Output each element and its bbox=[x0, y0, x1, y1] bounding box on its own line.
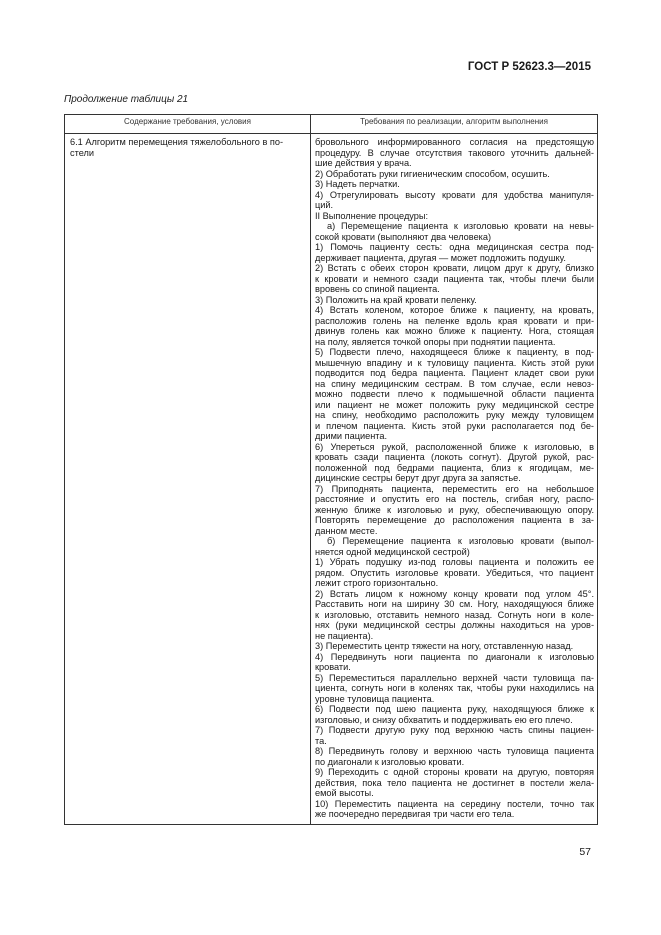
requirements-cell bbox=[311, 134, 598, 825]
requirement-line: и плечом пациента. Кисть этой руки располагается под бе- bbox=[315, 420, 594, 431]
requirement-line: на спину, необходимо расположить руку между туловищем bbox=[315, 410, 594, 420]
requirement-line: 3) Положить на край кровати пеленку. bbox=[315, 294, 477, 305]
document-standard-number: ГОСТ Р 52623.3—2015 bbox=[467, 61, 591, 73]
requirement-line: Расставить ноги на ширину 30 см. Ногу, находящуюся ближе bbox=[315, 599, 594, 609]
condition-line: 6.1 Алгоритм перемещения тяжелобольного в по- bbox=[70, 137, 284, 147]
requirement-line: 2) Обработать руки гигиеническим способом, осушить. bbox=[315, 168, 550, 179]
requirement-line: расположив голень на пеленке вдоль края кровати и при- bbox=[315, 315, 594, 326]
requirement-line: вровень со спиной пациента. bbox=[315, 284, 440, 294]
requirement-line: циента, согнуть ноги в коленях так, чтобы руки находились на bbox=[315, 683, 594, 693]
requirements-table bbox=[64, 114, 598, 825]
requirement-line: 7) Приподнять пациента, переместить его на небольшое bbox=[315, 483, 594, 494]
requirement-line: держивает пациента, другая — может подложить подушку. bbox=[315, 252, 566, 263]
requirement-line: 5) Переместиться параллельно верхней части туловища па- bbox=[315, 672, 594, 683]
requirement-line: емой высоты. bbox=[315, 788, 374, 798]
requirement-line: уровне туловища пациента. bbox=[315, 693, 435, 704]
requirement-line: 3) Надеть перчатки. bbox=[315, 179, 400, 189]
requirement-line: дрими пациента. bbox=[315, 431, 388, 441]
column-header-requirements: Требования по реализации, алгоритм выполнения bbox=[311, 115, 598, 134]
requirement-line: к изголовью, отставить немного назад. Согнуть ноги в коле- bbox=[315, 609, 594, 620]
requirement-line: дицинские сестры берут друг друга за запястье. bbox=[315, 473, 521, 483]
requirement-line: 1) Убрать подушку из-под головы пациента и положить ее bbox=[315, 557, 594, 567]
requirement-line: по диагонали к изголовью кровати. bbox=[315, 756, 465, 767]
requirement-line: мышечную впадину и к туловищу пациента. Кисть этой руки bbox=[315, 357, 594, 368]
requirement-line: действия, пока тело пациента не достигнет в постели жела- bbox=[315, 777, 594, 788]
requirement-line: положенной под бедрами пациента, близ к ягодицам, ме- bbox=[315, 462, 594, 473]
requirement-line: изголовью, и снизу обхватить и поддерживать ею его плечо. bbox=[315, 714, 573, 725]
requirement-line: 5) Подвести плечо, находящееся ближе к пациенту, в под- bbox=[315, 347, 594, 357]
requirement-line: кровати. bbox=[315, 662, 351, 672]
column-header-condition: Содержание требования, условия bbox=[65, 115, 311, 134]
requirement-line: процедуру. В случае отсутствия такового уточнить дальней- bbox=[315, 147, 594, 158]
requirement-line: няется одной медицинской сестрой) bbox=[315, 546, 470, 557]
requirement-line: та. bbox=[315, 735, 327, 746]
requirement-line: кровать сзади пациента (локоть согнут). Другой рукой, рас- bbox=[315, 452, 594, 462]
requirement-line: 6) Упереться рукой, расположенной ближе к изголовью, в bbox=[315, 441, 594, 452]
requirement-line: 1) Помочь пациенту сесть: одна медицинская сестра под- bbox=[315, 242, 594, 252]
requirement-line: ций. bbox=[315, 200, 334, 210]
page-number: 57 bbox=[579, 846, 591, 858]
table-row bbox=[65, 134, 598, 825]
requirement-line: а) Перемещение пациента к изголовью кровати на невы- bbox=[327, 221, 594, 231]
requirement-line: 6) Подвести под шею пациента руку, находящуюся ближе к bbox=[315, 704, 594, 714]
requirement-line: Повторять перемещение до расположения пациента в за- bbox=[315, 515, 594, 525]
requirement-line: 10) Переместить пациента на середину постели, точно так bbox=[315, 798, 594, 809]
requirement-line: 4) Передвинуть ноги пациента по диагонали к изголовью bbox=[315, 651, 594, 662]
requirement-line: подводится под бедра пациента. Пациент кладет свои руки bbox=[315, 368, 594, 378]
requirement-line: можно подвести плечо к подмышечной области пациента bbox=[315, 389, 594, 399]
requirement-line: 2) Встать лицом к ножному концу кровати под углом 45°. bbox=[315, 588, 594, 599]
requirement-line: 8) Передвинуть голову и верхнюю часть туловища пациента bbox=[315, 746, 594, 756]
requirement-line: 4) Встать коленом, которое ближе к пациенту, на кровать, bbox=[315, 305, 594, 315]
requirement-line: лежит строго горизонтально. bbox=[315, 578, 439, 588]
requirement-line: 3) Переместить центр тяжести на ногу, отставленную назад. bbox=[315, 641, 574, 651]
requirement-line: расстояние и опустить его на постель, сгибая ногу, распо- bbox=[315, 494, 594, 504]
requirement-line: данном месте. bbox=[315, 525, 378, 536]
requirement-line: 2) Встать с обеих сторон кровати, лицом друг к другу, близко bbox=[315, 263, 594, 273]
requirement-line: сокой кровати (выполняют два человека) bbox=[315, 231, 492, 242]
condition-line: стели bbox=[70, 147, 94, 158]
requirement-line: б) Перемещение пациента к изголовью кровати (выпол- bbox=[327, 536, 594, 546]
table-header-row bbox=[65, 115, 598, 134]
requirement-line: же поочередно передвигая три части его тела. bbox=[315, 809, 515, 819]
requirement-line: нях (руки медицинской сестры должны находиться на уров- bbox=[315, 620, 594, 630]
requirement-line: бровольного информированного согласия на предстоящую bbox=[315, 137, 594, 147]
requirement-line: II Выполнение процедуры: bbox=[315, 210, 429, 221]
condition-cell bbox=[65, 134, 311, 825]
requirement-line: или пациент не может положить руку медицинской сестре bbox=[315, 399, 594, 410]
requirement-line: рядом. Опустить изголовье кровати. Убедиться, что пациент bbox=[315, 567, 594, 578]
requirement-line: женную ближе к изголовью и руку, обеспечивающую опору. bbox=[315, 504, 594, 515]
requirement-line: двинув голень как можно ближе к пациенту. Нога, стоящая bbox=[315, 326, 594, 336]
requirement-line: 9) Переходить с одной стороны кровати на другую, повторяя bbox=[315, 767, 594, 777]
requirement-line: на полу, является точкой опоры при поднятии пациента. bbox=[315, 336, 556, 347]
requirement-line: 7) Подвести другую руку под верхнюю часть спины пациен- bbox=[315, 725, 594, 735]
requirement-line: шие действия у врача. bbox=[315, 158, 412, 168]
requirement-line: к кровати и немного сзади пациента так, чтобы плечи были bbox=[315, 273, 594, 284]
requirement-line: не пациента). bbox=[315, 630, 374, 641]
requirement-line: на спину медицинским сестрам. В том случае, если невоз- bbox=[315, 378, 594, 389]
table-continuation-caption: Продолжение таблицы 21 bbox=[64, 94, 189, 105]
requirement-line: 4) Отрегулировать высоту кровати для удобства манипуля- bbox=[315, 189, 594, 200]
